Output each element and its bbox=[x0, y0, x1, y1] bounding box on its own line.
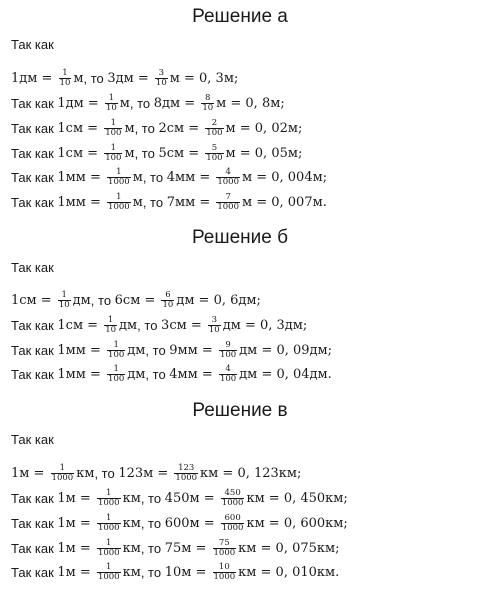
math-segment: м = 0, 8м; bbox=[216, 95, 285, 111]
fraction-numerator: 2 bbox=[211, 117, 218, 128]
fraction-numerator: 1 bbox=[107, 314, 114, 325]
math-segment: дм = 0, 3дм; bbox=[222, 317, 308, 333]
text-segment: Так как bbox=[11, 145, 58, 161]
fraction-numerator: 1 bbox=[113, 339, 119, 350]
fraction bbox=[213, 563, 237, 582]
math-segment: 123м = bbox=[118, 465, 173, 481]
equation-line bbox=[11, 560, 339, 584]
math-segment: м bbox=[119, 95, 130, 111]
math-segment: 3дм = bbox=[107, 70, 153, 86]
math-segment: 1м = bbox=[57, 515, 95, 531]
section-intro-a: Так как bbox=[11, 37, 54, 52]
fraction-denominator: 1000 bbox=[175, 472, 198, 483]
section-intro-c: Так как bbox=[11, 432, 54, 447]
math-segment: дм bbox=[127, 342, 146, 358]
fraction bbox=[104, 119, 122, 138]
section-intro-b: Так как bbox=[11, 260, 54, 275]
math-segment: км bbox=[122, 490, 141, 506]
fraction bbox=[216, 168, 240, 187]
fraction-denominator: 10 bbox=[208, 324, 220, 335]
fraction-numerator: 3 bbox=[158, 67, 165, 78]
fraction-denominator: 10 bbox=[202, 102, 214, 113]
math-segment: 1м = bbox=[57, 490, 95, 506]
math-segment: дм = 0, 09дм; bbox=[239, 342, 333, 358]
fraction-denominator: 100 bbox=[108, 373, 125, 384]
equation-line bbox=[11, 141, 302, 165]
text-segment: , то bbox=[140, 564, 165, 580]
math-segment: 1м = bbox=[57, 564, 95, 580]
fraction bbox=[107, 341, 125, 360]
fraction bbox=[155, 69, 168, 88]
text-segment: , то bbox=[94, 465, 119, 481]
fraction-denominator: 1000 bbox=[97, 497, 120, 508]
text-segment: Так как bbox=[11, 95, 58, 111]
text-segment: , то bbox=[90, 292, 115, 308]
fraction bbox=[213, 539, 237, 558]
fraction-denominator: 100 bbox=[206, 127, 223, 138]
math-segment: 1мм = bbox=[57, 342, 106, 358]
fraction bbox=[97, 539, 121, 558]
fraction bbox=[219, 365, 237, 384]
text-segment: Так как bbox=[11, 317, 58, 333]
fraction-denominator: 1000 bbox=[221, 522, 244, 533]
fraction-numerator: 450 bbox=[224, 487, 241, 498]
math-segment: м bbox=[124, 120, 135, 136]
math-segment: 6см = bbox=[114, 292, 160, 308]
equation-line bbox=[11, 486, 348, 510]
fraction-numerator: 1 bbox=[113, 363, 119, 374]
equation-line bbox=[11, 338, 332, 362]
fraction-numerator: 1 bbox=[110, 142, 117, 153]
text-segment: Так как bbox=[11, 490, 58, 506]
text-segment: , то bbox=[142, 194, 167, 210]
equation-line bbox=[11, 116, 302, 140]
fraction-denominator: 10 bbox=[155, 77, 167, 88]
fraction-numerator: 75 bbox=[218, 537, 230, 548]
math-segment: 1мм = bbox=[57, 366, 106, 382]
text-segment: , то bbox=[145, 366, 170, 382]
fraction-denominator: 1000 bbox=[51, 472, 74, 483]
math-segment: м bbox=[132, 194, 143, 210]
fraction bbox=[104, 144, 122, 163]
fraction-denominator: 100 bbox=[219, 349, 237, 360]
math-segment: дм bbox=[119, 317, 138, 333]
fraction-numerator: 10 bbox=[218, 561, 230, 572]
math-segment: 1дм = bbox=[11, 70, 57, 86]
math-segment: км bbox=[122, 540, 141, 556]
fraction bbox=[201, 94, 214, 113]
fraction-denominator: 1000 bbox=[217, 201, 239, 212]
fraction-denominator: 100 bbox=[206, 152, 223, 163]
fraction-numerator: 123 bbox=[178, 462, 195, 473]
fraction bbox=[161, 291, 174, 310]
fraction bbox=[104, 316, 117, 335]
fraction-denominator: 10 bbox=[105, 102, 117, 113]
text-segment: , то bbox=[145, 342, 170, 358]
equation-line bbox=[11, 288, 261, 312]
math-segment: км = 0, 010км. bbox=[238, 564, 340, 580]
math-segment: 1см = bbox=[57, 120, 103, 136]
math-segment: км = 0, 075км; bbox=[238, 540, 340, 556]
fraction bbox=[221, 489, 245, 508]
equation-line bbox=[11, 190, 327, 214]
math-segment: км = 0, 600км; bbox=[246, 515, 348, 531]
math-segment: дм = 0, 6дм; bbox=[176, 292, 261, 308]
fraction bbox=[107, 193, 131, 212]
fraction-numerator: 6 bbox=[165, 289, 171, 300]
fraction-numerator: 1 bbox=[106, 537, 112, 548]
fraction-numerator: 1 bbox=[59, 462, 66, 473]
text-segment: , то bbox=[134, 120, 159, 136]
fraction-denominator: 100 bbox=[219, 373, 237, 384]
math-segment: 10м = bbox=[164, 564, 211, 580]
text-segment: , то bbox=[140, 515, 165, 531]
fraction-numerator: 3 bbox=[211, 314, 217, 325]
fraction-numerator: 8 bbox=[205, 92, 211, 103]
math-segment: м = 0, 007м. bbox=[241, 194, 327, 210]
fraction-denominator: 1000 bbox=[108, 176, 130, 187]
math-segment: м = 0, 02м; bbox=[225, 120, 303, 136]
text-segment: , то bbox=[140, 490, 165, 506]
fraction bbox=[97, 514, 121, 533]
fraction-numerator: 600 bbox=[224, 512, 241, 523]
equation-line bbox=[11, 66, 238, 90]
fraction-denominator: 1000 bbox=[217, 176, 239, 187]
equation-line bbox=[11, 536, 340, 560]
fraction-numerator: 4 bbox=[225, 166, 231, 177]
math-segment: 1см = bbox=[57, 145, 103, 161]
fraction-denominator: 1000 bbox=[213, 547, 236, 558]
math-segment: дм bbox=[127, 366, 146, 382]
math-segment: км bbox=[76, 465, 95, 481]
math-segment: 4мм = bbox=[166, 169, 215, 185]
fraction bbox=[107, 168, 131, 187]
text-segment: Так как bbox=[11, 540, 58, 556]
math-segment: 1м = bbox=[57, 540, 95, 556]
fraction-numerator: 1 bbox=[116, 166, 122, 177]
fraction-denominator: 1000 bbox=[97, 522, 120, 533]
fraction-numerator: 1 bbox=[61, 289, 67, 300]
math-segment: 4мм = bbox=[169, 366, 217, 382]
text-segment: , то bbox=[142, 169, 167, 185]
fraction-numerator: 1 bbox=[108, 92, 115, 103]
math-segment: 600м = bbox=[164, 515, 219, 531]
fraction-numerator: 1 bbox=[106, 487, 112, 498]
fraction-denominator: 1000 bbox=[97, 547, 120, 558]
math-segment: 75м = bbox=[164, 540, 211, 556]
fraction-denominator: 1000 bbox=[221, 497, 244, 508]
fraction bbox=[105, 94, 118, 113]
text-segment: Так как bbox=[11, 366, 58, 382]
text-segment: Так как bbox=[11, 342, 58, 358]
fraction-numerator: 7 bbox=[225, 191, 231, 202]
math-segment: км = 0, 450км; bbox=[246, 490, 348, 506]
fraction-denominator: 100 bbox=[108, 349, 125, 360]
text-segment: , то bbox=[140, 540, 165, 556]
math-segment: дм = 0, 04дм. bbox=[239, 366, 332, 382]
fraction bbox=[59, 69, 72, 88]
fraction bbox=[51, 464, 75, 483]
fraction-denominator: 100 bbox=[105, 152, 122, 163]
text-segment: Так как bbox=[11, 120, 58, 136]
fraction-numerator: 5 bbox=[211, 142, 218, 153]
math-segment: км bbox=[122, 564, 141, 580]
fraction bbox=[221, 514, 245, 533]
math-segment: м bbox=[132, 169, 143, 185]
equation-line bbox=[11, 313, 307, 337]
text-segment: Так как bbox=[11, 194, 58, 210]
fraction-denominator: 10 bbox=[58, 299, 70, 310]
equation-line bbox=[11, 461, 301, 485]
text-segment: Так как bbox=[11, 169, 58, 185]
fraction-denominator: 10 bbox=[59, 77, 71, 88]
fraction-numerator: 1 bbox=[106, 512, 112, 523]
text-segment: , то bbox=[134, 145, 159, 161]
fraction-denominator: 1000 bbox=[97, 571, 120, 582]
fraction-denominator: 10 bbox=[162, 299, 174, 310]
math-segment: 2см = bbox=[158, 120, 204, 136]
fraction-denominator: 100 bbox=[105, 127, 122, 138]
fraction-numerator: 1 bbox=[106, 561, 112, 572]
fraction-numerator: 9 bbox=[225, 339, 231, 350]
text-segment: , то bbox=[129, 95, 154, 111]
text-segment: Так как bbox=[11, 564, 58, 580]
math-segment: 1см = bbox=[57, 317, 103, 333]
math-segment: 1м = bbox=[11, 465, 49, 481]
section-heading-b: Решение б bbox=[191, 227, 289, 248]
math-segment: 1см = bbox=[11, 292, 56, 308]
fraction bbox=[97, 563, 121, 582]
fraction-numerator: 1 bbox=[116, 191, 122, 202]
fraction bbox=[219, 341, 237, 360]
math-segment: 7мм = bbox=[166, 194, 215, 210]
fraction-denominator: 1000 bbox=[108, 201, 130, 212]
fraction bbox=[174, 464, 198, 483]
fraction bbox=[205, 144, 223, 163]
math-segment: м = 0, 3м; bbox=[169, 70, 239, 86]
section-heading-c: Решение в bbox=[192, 400, 288, 421]
math-segment: м = 0, 004м; bbox=[241, 169, 328, 185]
math-segment: дм bbox=[72, 292, 91, 308]
math-segment: 1мм = bbox=[57, 169, 106, 185]
fraction-denominator: 1000 bbox=[213, 571, 236, 582]
fraction bbox=[97, 489, 121, 508]
equation-line bbox=[11, 165, 327, 189]
math-segment: км = 0, 123км; bbox=[200, 465, 302, 481]
fraction bbox=[216, 193, 240, 212]
fraction bbox=[107, 365, 125, 384]
math-segment: 9мм = bbox=[169, 342, 217, 358]
math-segment: 1мм = bbox=[57, 194, 106, 210]
equation-line bbox=[11, 362, 332, 386]
fraction-numerator: 1 bbox=[62, 67, 68, 78]
section-heading-a: Решение а bbox=[192, 6, 288, 27]
text-segment: , то bbox=[83, 70, 108, 86]
fraction bbox=[58, 291, 71, 310]
math-segment: 5см = bbox=[158, 145, 204, 161]
math-segment: м = 0, 05м; bbox=[225, 145, 303, 161]
math-segment: 1дм = bbox=[57, 95, 103, 111]
fraction-numerator: 4 bbox=[225, 363, 231, 374]
math-segment: 3см = bbox=[161, 317, 206, 333]
fraction bbox=[205, 119, 223, 138]
math-segment: 450м = bbox=[164, 490, 219, 506]
text-segment: Так как bbox=[11, 515, 58, 531]
fraction bbox=[208, 316, 221, 335]
math-segment: 8дм = bbox=[153, 95, 200, 111]
math-segment: м bbox=[73, 70, 84, 86]
text-segment: , то bbox=[137, 317, 162, 333]
math-segment: км bbox=[122, 515, 141, 531]
fraction-denominator: 10 bbox=[105, 324, 117, 335]
equation-line bbox=[11, 91, 285, 115]
math-segment: м bbox=[124, 145, 135, 161]
equation-line bbox=[11, 511, 348, 535]
fraction-numerator: 1 bbox=[110, 117, 117, 128]
